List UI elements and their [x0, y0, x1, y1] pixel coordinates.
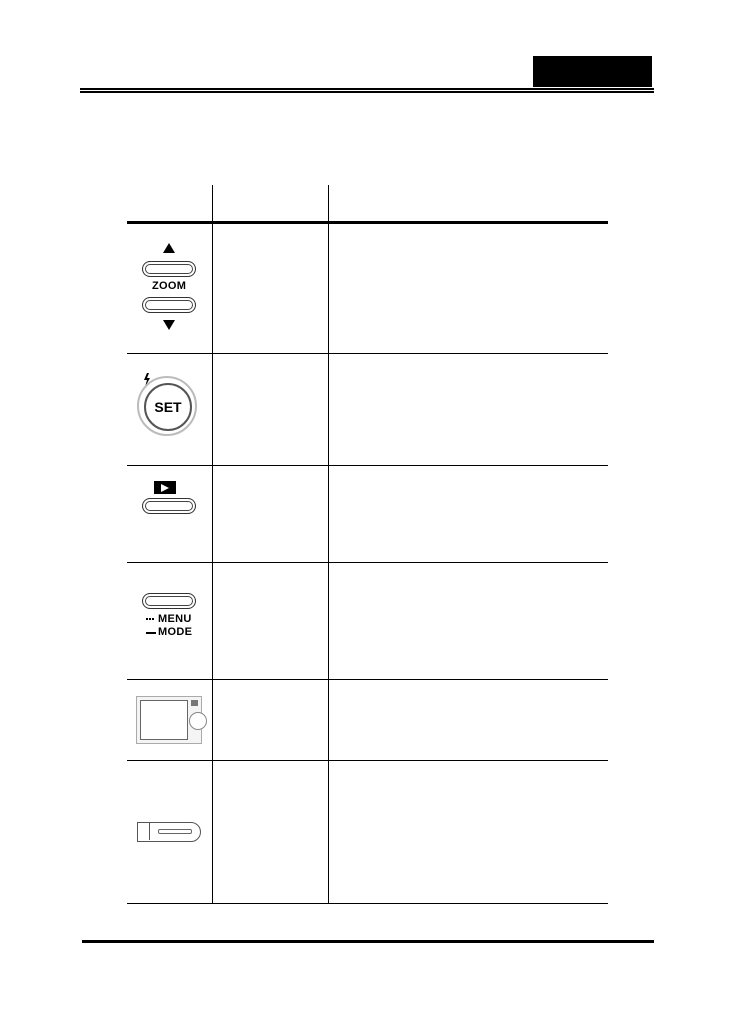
mode-label: MODE: [158, 626, 193, 638]
zoom-label: ZOOM: [152, 280, 187, 292]
table-header-rule: [127, 221, 608, 224]
zoom-up-arrow-icon: [163, 243, 175, 253]
zoom-down-arrow-icon: [163, 320, 175, 330]
mode-dash-icon: [146, 632, 156, 634]
card-slot-tab: [137, 822, 150, 840]
menu-label: MENU: [158, 613, 192, 625]
menu-dots-icon: [146, 617, 156, 621]
column-separator: [328, 185, 329, 903]
row-divider: [127, 679, 608, 680]
play-icon: [161, 484, 169, 492]
set-label: SET: [154, 399, 182, 415]
playback-key: [142, 498, 196, 514]
zoom-out-key: [142, 297, 196, 313]
lcd-indicator: [191, 700, 198, 706]
header-tab: [533, 56, 652, 87]
row-divider: [127, 353, 608, 354]
table-bottom-rule: [127, 903, 608, 904]
lcd-screen: [140, 700, 188, 740]
header-rule: [80, 88, 654, 93]
row-divider: [127, 562, 608, 563]
row-divider: [127, 465, 608, 466]
menu-mode-key: [142, 593, 196, 609]
card-slot-groove: [158, 829, 192, 834]
lcd-dial: [189, 712, 207, 730]
footer-rule: [82, 940, 654, 943]
zoom-in-key: [142, 261, 196, 277]
column-separator: [212, 185, 213, 903]
row-divider: [127, 760, 608, 761]
